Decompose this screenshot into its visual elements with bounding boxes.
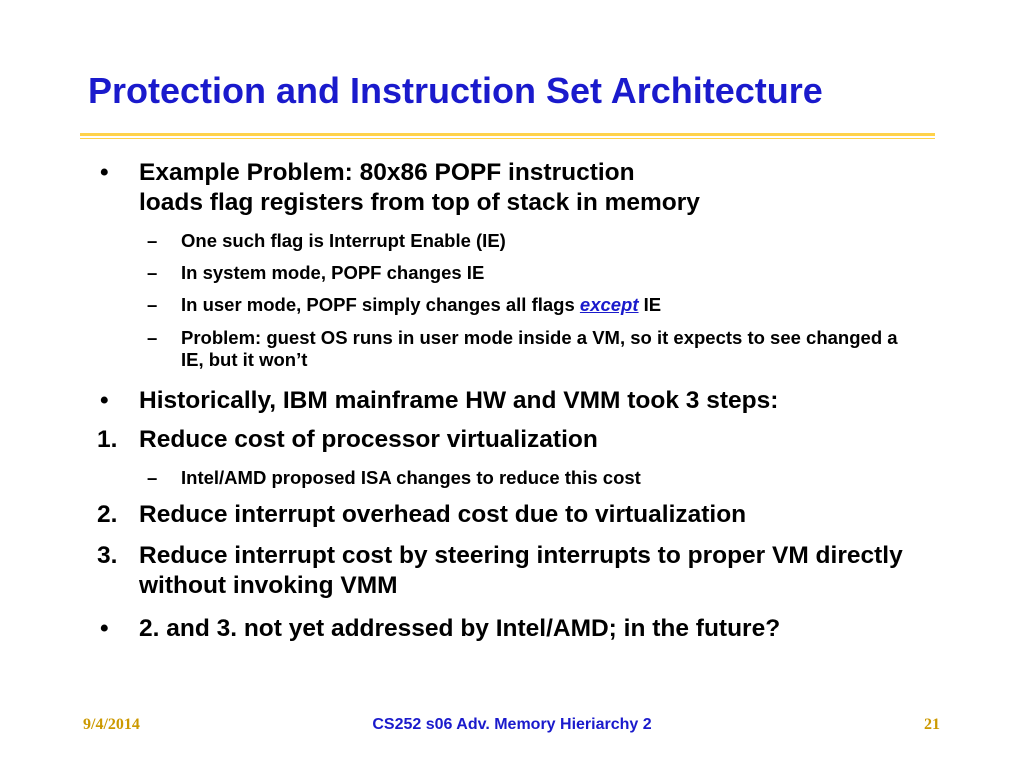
- step-text: Reduce cost of processor virtualization: [139, 426, 598, 453]
- sub-bullet-text: In system mode, POPF changes IE: [181, 262, 485, 283]
- dash-marker: –: [147, 327, 158, 348]
- bullet-line-1: Example Problem: 80x86 POPF instruction: [139, 159, 635, 186]
- dash-marker: –: [147, 262, 158, 283]
- footer-course-title: CS252 s06 Adv. Memory Hieriarchy 2: [372, 716, 652, 733]
- sub-bullet-text: [181, 294, 921, 316]
- footer-date: 9/4/2014: [83, 716, 140, 733]
- bullet-marker: •: [100, 159, 109, 186]
- footer-page-number: 21: [924, 716, 940, 733]
- sub-bullet-text: Problem: guest OS runs in user mode inside a VM, so it expects to see changed a IE, but it won’t: [181, 327, 898, 370]
- number-marker: 3.: [97, 542, 118, 569]
- bullet-marker: •: [100, 387, 109, 414]
- text-segment: IE: [638, 294, 662, 315]
- bullet-text: [139, 158, 939, 218]
- step-text: Reduce interrupt cost by steering interrupts to proper VM directly without invoking VMM: [139, 542, 903, 599]
- step-text: Reduce interrupt overhead cost due to virtualization: [139, 501, 747, 528]
- number-marker: 2.: [97, 501, 118, 528]
- emphasis-except: except: [579, 294, 639, 315]
- slide-title: Protection and Instruction Set Architecture: [88, 70, 823, 111]
- bullet-marker: •: [100, 615, 109, 642]
- text-segment: In user mode, POPF simply changes all flags: [181, 294, 580, 315]
- dash-marker: –: [147, 467, 158, 488]
- sub-bullet-text: One such flag is Interrupt Enable (IE): [181, 230, 506, 251]
- bullet-text: 2. and 3. not yet addressed by Intel/AMD; in the future?: [139, 615, 781, 642]
- bullet-line-2: loads flag registers from top of stack in memory: [139, 189, 700, 216]
- sub-bullet-text: Intel/AMD proposed ISA changes to reduce this cost: [181, 467, 641, 488]
- dash-marker: –: [147, 230, 158, 251]
- dash-marker: –: [147, 294, 158, 315]
- bullet-text: Historically, IBM mainframe HW and VMM took 3 steps:: [139, 387, 779, 414]
- number-marker: 1.: [97, 426, 118, 453]
